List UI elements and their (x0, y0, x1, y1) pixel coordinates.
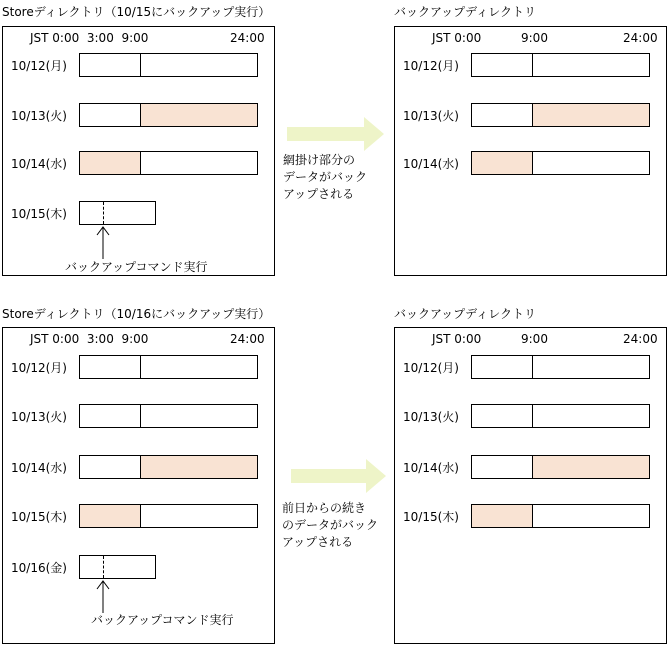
row-date: 10/14(水) (11, 157, 67, 171)
arrow-note-line: 前日からの続き (282, 501, 367, 515)
row-date: 10/13(火) (11, 410, 67, 424)
row-date: 10/14(水) (403, 461, 459, 475)
divider-9am (532, 152, 533, 174)
arrow-note-line: データがバック (283, 170, 368, 184)
row-date: 10/12(月) (403, 59, 459, 73)
row-date: 10/12(月) (11, 361, 67, 375)
row-date: 10/15(木) (11, 510, 67, 524)
time-header-end: 24:00 (230, 31, 265, 45)
day-timeline-bar (79, 455, 258, 479)
right-arrow-icon (286, 116, 386, 152)
backup-panel-1 (394, 26, 667, 276)
divider-9am (140, 456, 141, 478)
up-arrow-icon (96, 225, 110, 259)
backed-up-segment (472, 152, 532, 174)
day-timeline-bar (79, 404, 258, 428)
row-date: 10/13(火) (403, 109, 459, 123)
day-timeline-bar (79, 151, 258, 175)
divider-9am (140, 104, 141, 126)
day-timeline-bar (471, 151, 650, 175)
backup-time-marker (103, 202, 104, 224)
time-header: JST 0:00 3:00 9:00 (30, 332, 149, 346)
backup-time-marker (103, 556, 104, 578)
arrow-note-line: アップされる (282, 535, 354, 549)
backup-dir-title-2: バックアップディレクトリ (394, 307, 536, 321)
row-date: 10/13(火) (403, 410, 459, 424)
right-arrow-icon (290, 458, 388, 494)
store-dir-title-1: Storeディレクトリ（10/15にバックアップ実行） (2, 5, 271, 19)
day-timeline-bar (471, 103, 650, 127)
day-timeline-bar (471, 455, 650, 479)
time-header-end: 24:00 (623, 332, 658, 346)
divider-9am (140, 356, 141, 378)
time-header-mid: 9:00 (521, 31, 548, 45)
row-date: 10/15(木) (11, 207, 67, 221)
row-date: 10/15(木) (403, 510, 459, 524)
row-date: 10/13(火) (11, 109, 67, 123)
backup-dir-title-1: バックアップディレクトリ (394, 5, 536, 19)
backup-command-label: バックアップコマンド実行 (65, 260, 208, 274)
backed-up-segment (141, 104, 257, 126)
divider-9am (532, 505, 533, 527)
row-date: 10/14(水) (403, 157, 459, 171)
time-header: JST 0:00 (432, 31, 482, 45)
backup-panel-2 (394, 327, 667, 644)
time-header-end: 24:00 (230, 332, 265, 346)
time-header: JST 0:00 3:00 9:00 (30, 31, 149, 45)
day-timeline-bar-partial (79, 201, 156, 225)
day-timeline-bar (471, 404, 650, 428)
backed-up-segment (80, 505, 140, 527)
row-date: 10/12(月) (11, 59, 67, 73)
day-timeline-bar-partial (79, 555, 156, 579)
store-panel-1 (2, 26, 275, 276)
arrow-note-line: アップされる (283, 187, 355, 201)
divider-9am (532, 356, 533, 378)
divider-9am (140, 405, 141, 427)
day-timeline-bar (471, 504, 650, 528)
divider-9am (532, 456, 533, 478)
time-header: JST 0:00 (432, 332, 482, 346)
arrow-note-line: のデータがバック (282, 518, 379, 532)
backed-up-segment (472, 505, 532, 527)
backed-up-segment (141, 456, 257, 478)
backed-up-segment (533, 456, 649, 478)
day-timeline-bar (471, 355, 650, 379)
backed-up-segment (80, 152, 140, 174)
day-timeline-bar (79, 355, 258, 379)
divider-9am (140, 54, 141, 76)
day-timeline-bar (471, 53, 650, 77)
divider-9am (532, 54, 533, 76)
arrow-note-line: 網掛け部分の (283, 153, 356, 167)
divider-9am (140, 505, 141, 527)
row-date: 10/16(金) (11, 561, 67, 575)
time-header-end: 24:00 (623, 31, 658, 45)
row-date: 10/14(水) (11, 461, 67, 475)
day-timeline-bar (79, 103, 258, 127)
divider-9am (532, 405, 533, 427)
divider-9am (532, 104, 533, 126)
day-timeline-bar (79, 53, 258, 77)
up-arrow-icon (96, 579, 110, 613)
divider-9am (140, 152, 141, 174)
backup-command-label: バックアップコマンド実行 (91, 613, 234, 627)
row-date: 10/12(月) (403, 361, 459, 375)
time-header-mid: 9:00 (521, 332, 548, 346)
backed-up-segment (533, 104, 649, 126)
day-timeline-bar (79, 504, 258, 528)
store-panel-2 (2, 327, 275, 644)
store-dir-title-2: Storeディレクトリ（10/16にバックアップ実行） (2, 307, 271, 321)
